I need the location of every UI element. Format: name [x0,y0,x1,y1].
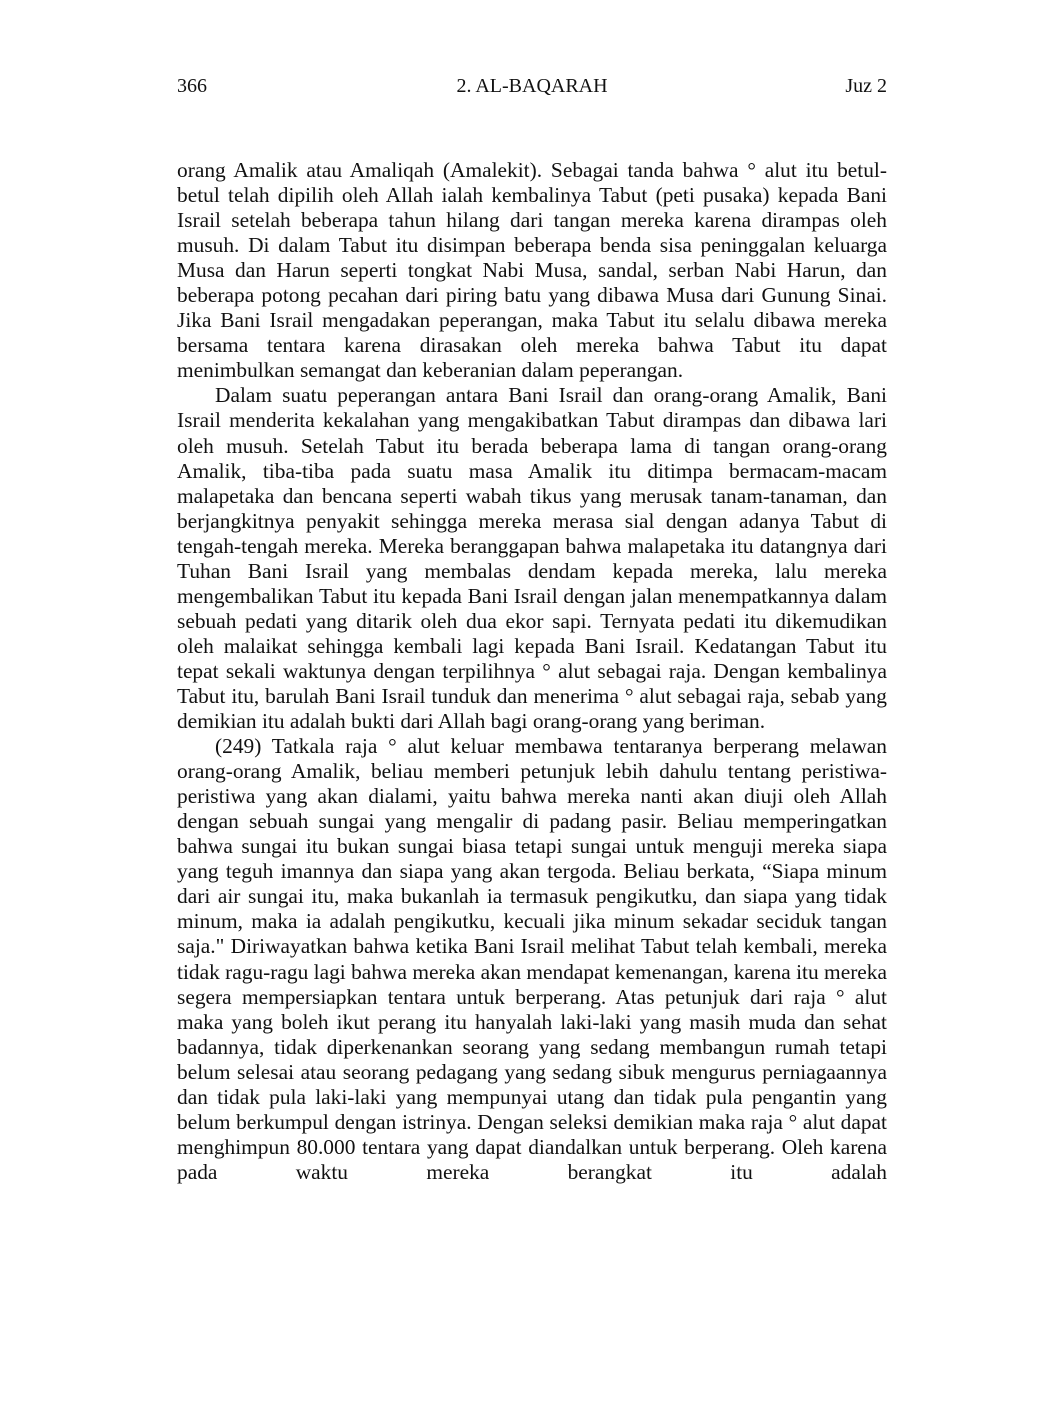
chapter-title: 2. AL-BAQARAH [456,75,608,97]
running-header [177,72,887,100]
page-number: 366 [177,75,207,97]
juz-label: Juz 2 [845,75,887,97]
paragraph-tabut-story: Dalam suatu peperangan antara Bani Israil dan orang-orang Amalik, Bani Israil menderita kekalahan yang mengakibatkan Tabut dirampas dan dibawa lari oleh musuh. Setelah Tabut itu berada beberapa lama di tangan orang-orang Amalik, tiba-tiba pada suatu masa Amalik itu ditimpa bermacam-macam malapetaka dan bencana seperti wabah tikus yang merusak tanam-tanaman, dan berjangkitnya penyakit sehingga mereka merasa sial dengan adanya Tabut di tengah-tengah mereka. Mereka beranggapan bahwa malapetaka itu datangnya dari Tuhan Bani Israil yang membalas dendam kepada mereka, lalu mereka mengembalikan Tabut itu kepada Bani Israil dengan jalan menempatkannya dalam sebuah pedati yang ditarik oleh dua ekor sapi. Ternyata pedati itu dikemudikan oleh malaikat sehingga kembali lagi kepada Bani Israil. Kedatangan Tabut itu tepat sekali waktunya dengan terpilihnya ° alut sebagai raja. Dengan kembalinya Tabut itu, barulah Bani Israil tunduk dan menerima ° alut sebagai raja, sebab yang demikian itu adalah bukti dari Allah bagi orang-orang yang beriman. [177,383,887,734]
paragraph-continued: orang Amalik atau Amaliqah (Amalekit). Sebagai tanda bahwa ° alut itu betul-betul telah dipilih oleh Allah ialah kembalinya Tabut (peti pusaka) kepada Bani Israil setelah beberapa tahun hilang dari tangan mereka karena dirampas oleh musuh. Di dalam Tabut itu disimpan beberapa benda sisa peninggalan keluarga Musa dan Harun seperti tongkat Nabi Musa, sandal, serban Nabi Harun, dan beberapa potong pecahan dari piring batu yang dibawa Musa dari Gunung Sinai. Jika Bani Israil mengadakan peperangan, maka Tabut itu selalu dibawa mereka bersama tentara karena dirasakan oleh mereka bahwa Tabut itu dapat menimbulkan semangat dan keberanian dalam peperangan. [177,158,887,383]
body-text [177,158,887,1185]
paragraph-verse-249: (249) Tatkala raja ° alut keluar membawa tentaranya berperang melawan orang-orang Amalik, beliau memberi petunjuk lebih dahulu tentang peristiwa-peristiwa yang akan dialami, yaitu bahwa mereka nanti akan diuji oleh Allah dengan sebuah sungai yang mengalir di padang pasir. Beliau memperingatkan bahwa sungai itu bukan sungai biasa tetapi sungai untuk menguji mereka siapa yang teguh imannya dan siapa yang akan tergoda. Beliau berkata, “Siapa minum dari air sungai itu, maka bukanlah ia termasuk pengikutku, dan siapa yang tidak minum, maka ia adalah pengikutku, kecuali jika minum sekadar seciduk tangan saja." Diriwayatkan bahwa ketika Bani Israil melihat Tabut telah kembali, mereka tidak ragu-ragu lagi bahwa mereka akan mendapat kemenangan, karena itu mereka segera mempersiapkan tentara untuk berperang. Atas petunjuk dari raja ° alut maka yang boleh ikut perang itu hanyalah laki-laki yang masih muda dan sehat badannya, tidak diperkenankan seorang yang sedang membangun rumah tetapi belum selesai atau seorang pedagang yang sedang sibuk mengurus perniagaannya dan tidak pula laki-laki yang mempunyai utang dan tidak pula pengantin yang belum berkumpul dengan istrinya. Dengan seleksi demikian maka raja ° alut dapat menghimpun 80.000 tentara yang dapat diandalkan untuk berperang. Oleh karena pada waktu mereka berangkat itu adalah [177,734,887,1184]
